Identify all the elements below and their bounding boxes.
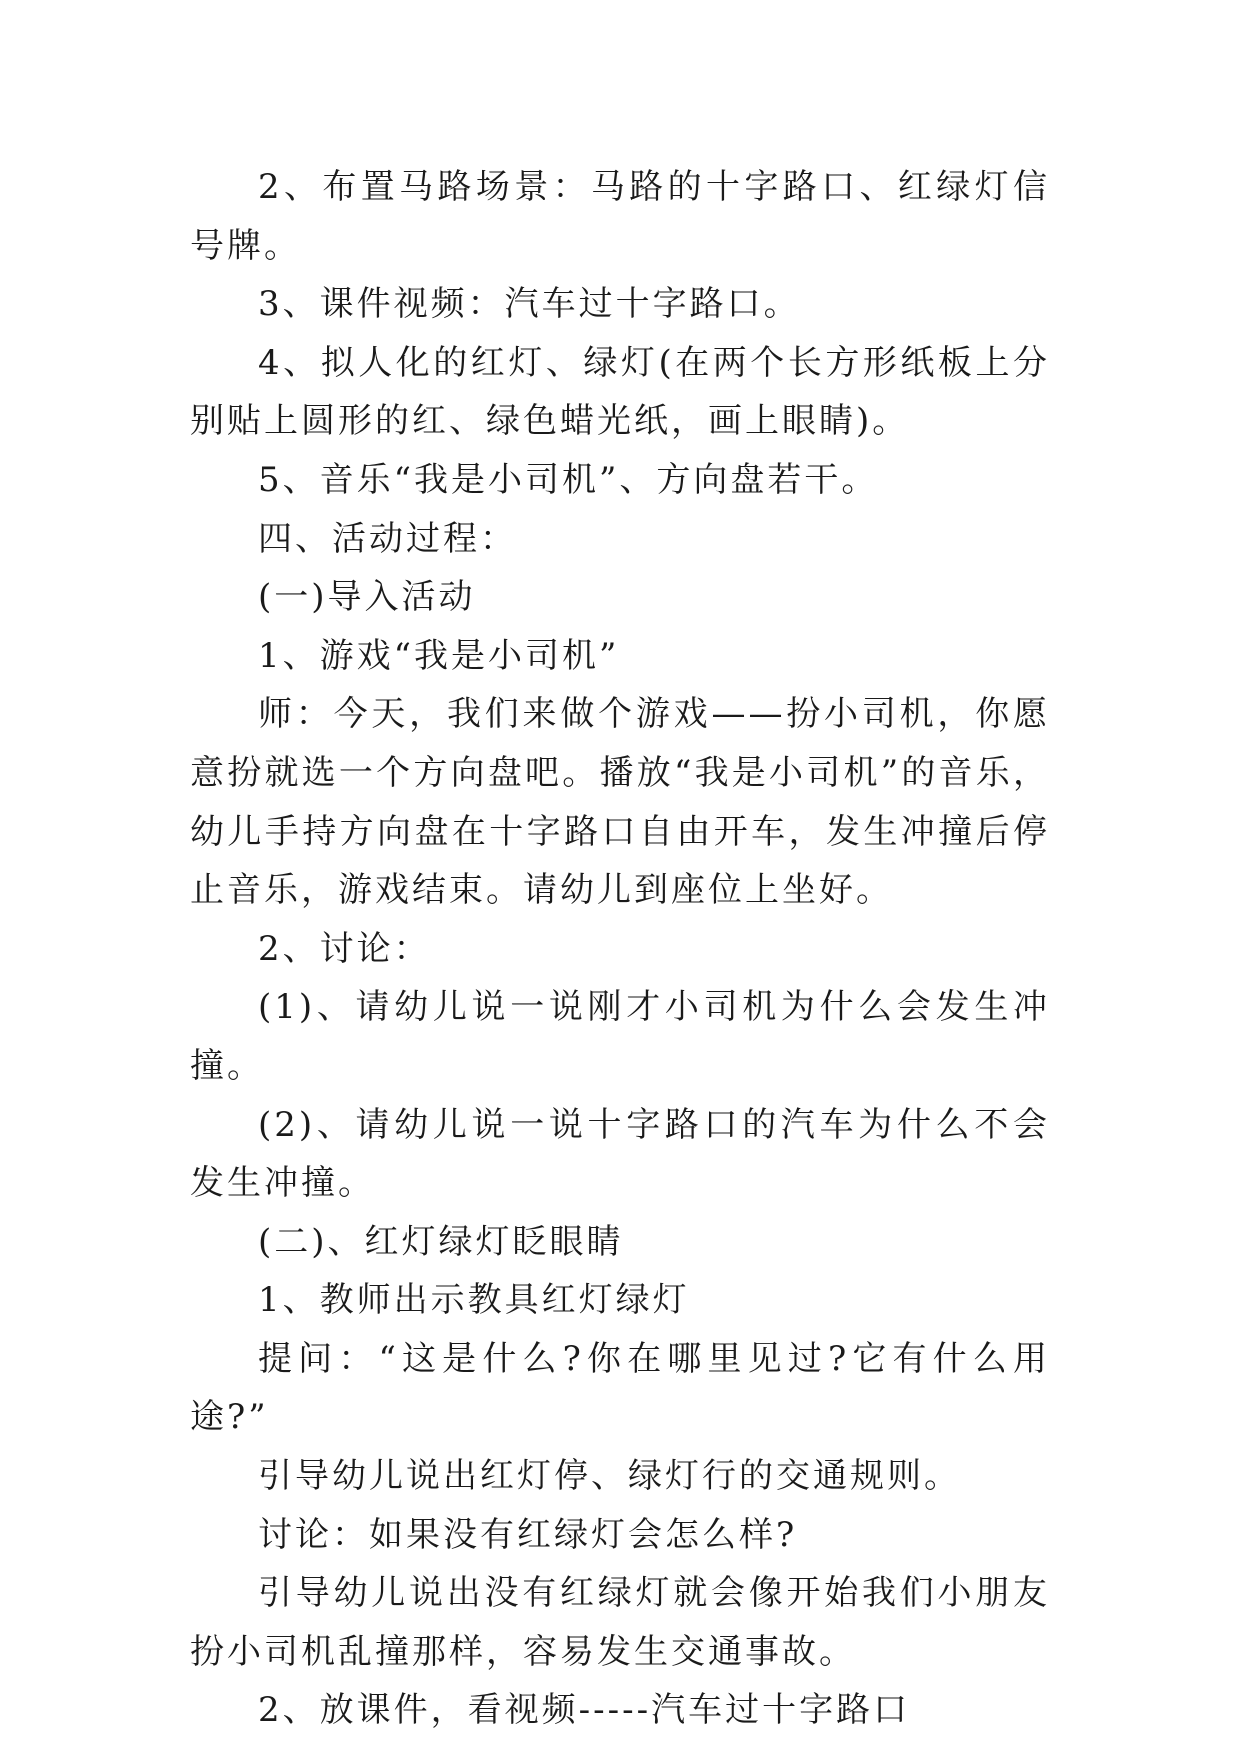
paragraph-video: 2、放课件，看视频-----汽车过十字路口 <box>258 1690 911 1731</box>
paragraph-materials-2: 2、布置马路场景：马路的十字路口、红绿灯信号牌。 <box>190 167 1050 266</box>
paragraph-teacher-game: 师：今天，我们来做个游戏——扮小司机，你愿意扮就选一个方向盘吧。播放“我是小司机”的音乐，幼儿手持方向盘在十字路口自由开车，发生冲撞后停止音乐，游戏结束。请幼儿到座位上坐好。 <box>190 694 1050 911</box>
paragraph-guide-accidents: 引导幼儿说出没有红绿灯就会像开始我们小朋友扮小司机乱撞那样，容易发生交通事故。 <box>190 1573 1050 1672</box>
document-body <box>190 158 1050 1740</box>
paragraph-guide-rules: 引导幼儿说出红灯停、绿灯行的交通规则。 <box>258 1456 961 1497</box>
paragraph-discussion-1: (1)、请幼儿说一说刚才小司机为什么会发生冲撞。 <box>190 987 1050 1086</box>
paragraph-materials-5: 5、音乐“我是小司机”、方向盘若干。 <box>258 459 879 500</box>
paragraph-discussion-no-lights: 讨论：如果没有红绿灯会怎么样? <box>258 1514 798 1555</box>
paragraph-discussion: 2、讨论： <box>258 928 431 969</box>
section-heading-process: 四、活动过程： <box>258 518 517 559</box>
subsection-heading-lights: (二)、红灯绿灯眨眼睛 <box>258 1221 624 1262</box>
paragraph-game-title: 1、游戏“我是小司机” <box>258 635 620 676</box>
paragraph-teacher-shows: 1、教师出示教具红灯绿灯 <box>258 1280 690 1321</box>
subsection-heading-intro: (一)导入活动 <box>258 577 476 618</box>
paragraph-discussion-2: (2)、请幼儿说一说十字路口的汽车为什么不会发生冲撞。 <box>190 1104 1050 1204</box>
paragraph-materials-3: 3、课件视频：汽车过十字路口。 <box>258 284 801 325</box>
paragraph-materials-4: 4、拟人化的红灯、绿灯(在两个长方形纸板上分别贴上圆形的红、绿色蜡光纸，画上眼睛)。 <box>190 342 1050 442</box>
paragraph-question: 提问：“这是什么?你在哪里见过?它有什么用途?” <box>190 1338 1050 1438</box>
